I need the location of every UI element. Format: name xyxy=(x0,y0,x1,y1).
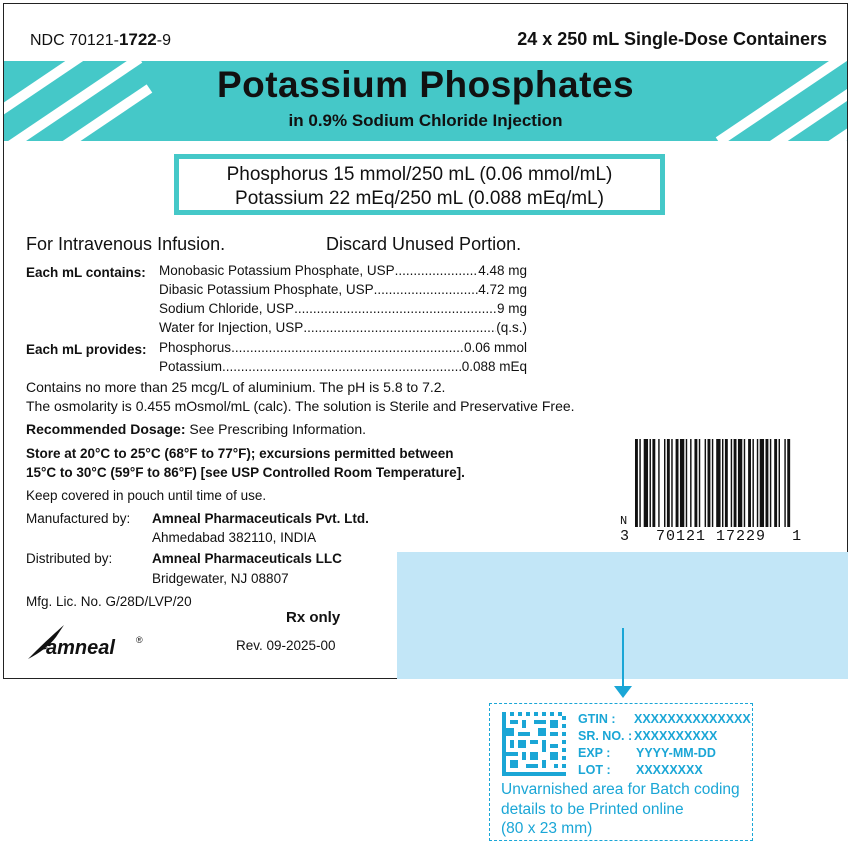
barcode-bar xyxy=(664,439,665,527)
barcode-bar xyxy=(716,439,720,527)
distributor-name: Amneal Pharmaceuticals LLC xyxy=(152,551,342,566)
license-number: Mfg. Lic. No. G/28D/LVP/20 xyxy=(26,594,192,609)
serial-label: SR. NO. : xyxy=(578,729,633,743)
barcode-bar xyxy=(705,439,706,527)
exp-value: YYYY-MM-DD xyxy=(636,746,716,760)
barcode-bar xyxy=(690,439,691,527)
barcode-bar xyxy=(650,439,651,527)
barcode-bar xyxy=(766,439,769,527)
strength-potassium: Potassium 22 mEq/250 mL (0.088 mEq/mL) xyxy=(235,188,604,209)
ingredient-row: Water for Injection, USP ..... (q.s.) xyxy=(159,320,527,335)
barcode-bar xyxy=(774,439,777,527)
barcode-bar xyxy=(760,439,764,527)
barcode-bar xyxy=(779,439,780,527)
discard-text: Discard Unused Portion. xyxy=(326,234,522,254)
provides-label: Each mL provides: xyxy=(26,342,147,357)
datamatrix-code-icon xyxy=(502,712,566,776)
barcode xyxy=(629,439,821,531)
barcode-bar xyxy=(748,439,751,527)
barcode-bar xyxy=(752,439,753,527)
osmolarity-text: The osmolarity is 0.455 mOsmol/mL (calc). The solution is Sterile and Preservative Free. xyxy=(26,398,575,414)
barcode-bar xyxy=(652,439,655,527)
exp-label: EXP : xyxy=(578,746,611,760)
barcode-bar xyxy=(671,439,672,527)
pointer-arrow-icon xyxy=(614,686,632,698)
logo-registered-mark: ® xyxy=(136,635,143,645)
barcode-bars xyxy=(629,439,821,531)
barcode-bar xyxy=(635,439,638,527)
barcode-bar xyxy=(667,439,670,527)
barcode-bar xyxy=(699,439,700,527)
manufacturer-city: Ahmedabad 382110, INDIA xyxy=(152,530,317,545)
batch-coding-box xyxy=(489,703,753,841)
title-band xyxy=(4,61,847,141)
lot-label: LOT : xyxy=(578,763,611,777)
container-count: 24 x 250 mL Single-Dose Containers xyxy=(517,29,827,49)
ingredient-row: Monobasic Potassium Phosphate, USP ..... 4.48 mg xyxy=(159,263,527,278)
barcode-numbers xyxy=(620,514,803,545)
barcode-bar xyxy=(770,439,771,527)
provides-row: Potassium ..... 0.088 mEq xyxy=(159,359,527,374)
gtin-value: XXXXXXXXXXXXXX xyxy=(634,712,751,726)
storage-line-1: Store at 20°C to 25°C (68°F to 77°F); excursions permitted between xyxy=(26,446,454,461)
barcode-bar xyxy=(680,439,684,527)
barcode-middle: 70121 17229 xyxy=(656,528,767,545)
pointer-arrow-line xyxy=(622,628,624,690)
barcode-bar xyxy=(694,439,697,527)
barcode-bar xyxy=(686,439,687,527)
product-subtitle: in 0.9% Sodium Chloride Injection xyxy=(288,111,563,130)
infusion-text: For Intravenous Infusion. xyxy=(26,234,226,254)
gtin-label: GTIN : xyxy=(578,712,616,726)
ingredient-row: Dibasic Potassium Phosphate, USP ..... 4.72 mg xyxy=(159,282,527,297)
provides-row: Phosphorus ..... 0.06 mmol xyxy=(159,340,527,355)
strength-box xyxy=(174,154,665,215)
drug-label xyxy=(3,3,848,679)
aluminium-text: Contains no more than 25 mcg/L of aluminium. The pH is 5.8 to 7.2. xyxy=(26,379,446,395)
barcode-right-digit: 1 xyxy=(792,528,803,545)
logo-text: amneal xyxy=(46,637,115,659)
lot-value: XXXXXXXX xyxy=(636,763,703,777)
barcode-bar xyxy=(722,439,723,527)
distributor-city: Bridgewater, NJ 08807 xyxy=(152,571,289,586)
barcode-bar xyxy=(644,439,648,527)
batch-note-line: (80 x 23 mm) xyxy=(501,820,593,837)
batch-note xyxy=(501,780,740,839)
barcode-bar xyxy=(658,439,659,527)
barcode-bar xyxy=(731,439,732,527)
distributed-label: Distributed by: xyxy=(26,551,113,566)
barcode-bar xyxy=(734,439,737,527)
manufactured-label: Manufactured by: xyxy=(26,511,131,526)
barcode-bar xyxy=(639,439,640,527)
revision: Rev. 09-2025-00 xyxy=(236,638,336,653)
manufacturer-name: Amneal Pharmaceuticals Pvt. Ltd. xyxy=(152,511,369,526)
barcode-n: N xyxy=(620,514,629,528)
barcode-bar xyxy=(787,439,790,527)
barcode-bar xyxy=(708,439,711,527)
barcode-bar xyxy=(744,439,745,527)
barcode-bar xyxy=(784,439,785,527)
ndc-number: NDC 70121-1722-9 xyxy=(30,30,171,49)
storage-line-2: 15°C to 30°C (59°F to 86°F) [see USP Controlled Room Temperature]. xyxy=(26,465,465,480)
dosage-text: Recommended Dosage: See Prescribing Information. xyxy=(26,421,367,437)
ingredient-row: Sodium Chloride, USP ..... 9 mg xyxy=(159,301,527,316)
barcode-bar xyxy=(676,439,679,527)
barcode-bar xyxy=(712,439,713,527)
barcode-bar xyxy=(738,439,742,527)
contains-label: Each mL contains: xyxy=(26,265,146,280)
batch-note-line: Unvarnished area for Batch coding xyxy=(501,781,740,798)
barcode-left-digit: 3 xyxy=(620,528,631,545)
rx-only: Rx only xyxy=(286,609,341,626)
strength-phosphorus: Phosphorus 15 mmol/250 mL (0.06 mmol/mL) xyxy=(226,164,613,185)
product-title: Potassium Phosphates xyxy=(216,64,635,105)
barcode-bar xyxy=(757,439,758,527)
amneal-logo xyxy=(26,621,146,668)
batch-note-line: details to be Printed online xyxy=(501,800,684,818)
keep-text: Keep covered in pouch until time of use. xyxy=(26,488,267,503)
barcode-bar xyxy=(725,439,728,527)
serial-value: XXXXXXXXXX xyxy=(634,729,718,743)
